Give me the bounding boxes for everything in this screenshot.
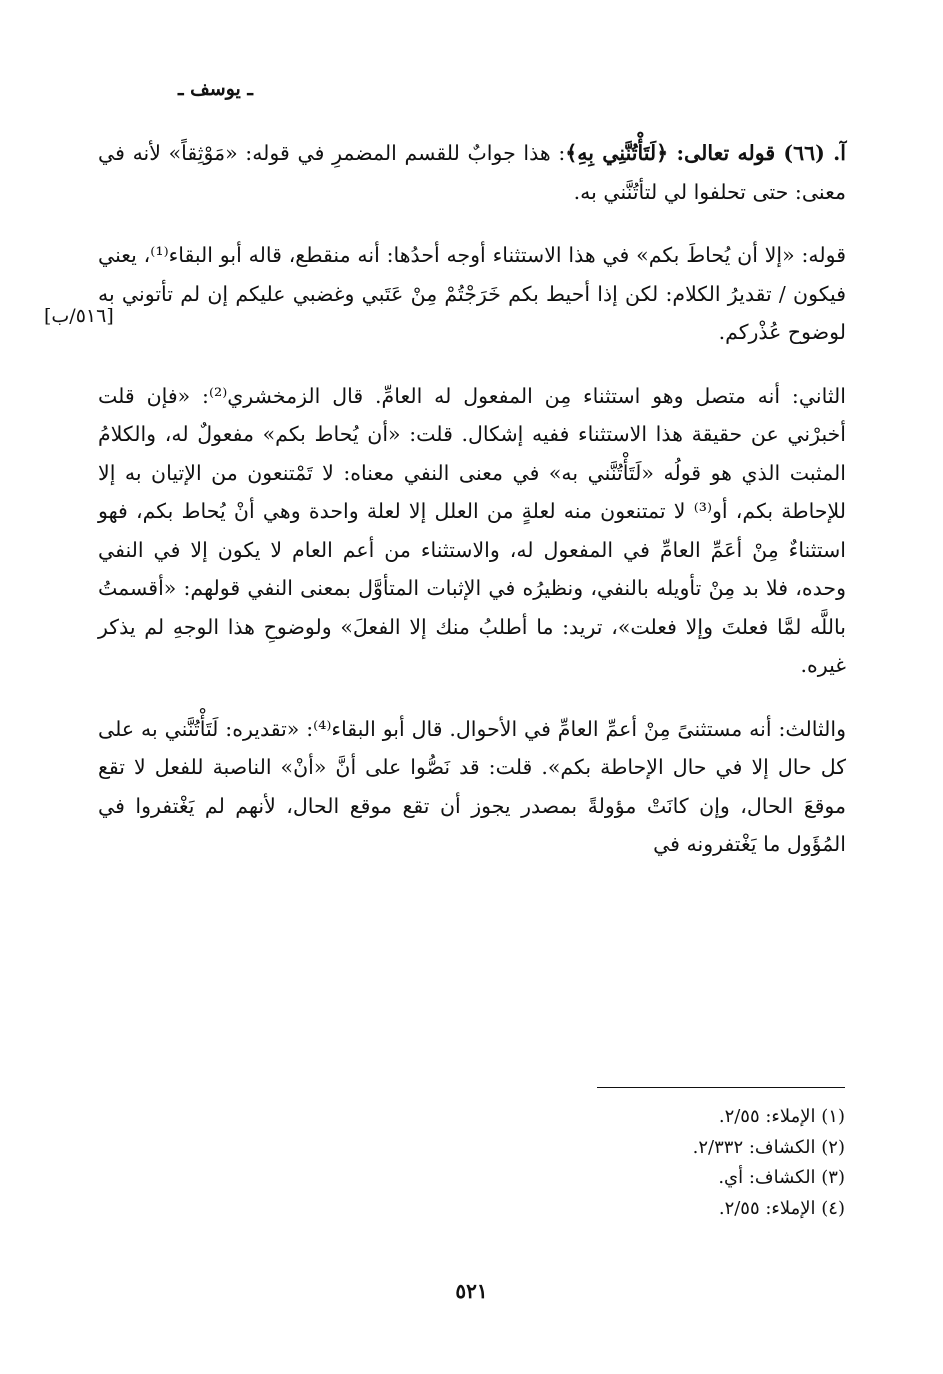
running-header: ـ يوسف ـ bbox=[177, 78, 253, 100]
footnote-separator bbox=[597, 1087, 845, 1088]
paragraph-4: والثالث: أنه مستثنىً مِنْ أعمِّ العامِّ في الأحوال. قال أبو البقاء⁽⁴⁾: «تقديره: لَتَأْتُنَّني به على كل حال إلا في حال الإحاطة بكم». قلت: قد نَصُّوا على أنَّ «أنْ» الناصبة للفعل لا تقع موقعَ الحال، وإن كانَتْ مؤولةً بمصدر يجوز أن تقع موقع الحال، لأنهم لم يَغْتفروا في المُؤَول ما يَغْتفرونه في bbox=[98, 716, 846, 856]
paragraph-2: قوله: «إلا أن يُحاطَ بكم» في هذا الاستثناء أوجه أحدُها: أنه منقطع، قاله أبو البقاء⁽¹⁾، يعني فيكون / تقديرُ الكلام: لكن إذا أحيط بكم خَرَجْتُمْ مِنْ عَتَبي وغضبي عليكم إن لم تأتوني به لوضوح عُذْركم. bbox=[98, 243, 846, 344]
paragraph-1-text: : هذا جوابٌ للقسم المضمرِ في قوله: «مَوْثِقاً» لأنه في معنى: حتى تحلفوا لي لتأتُنَّني به. bbox=[98, 141, 846, 204]
verse-citation: آ. (٦٦) قوله تعالى: ﴿لَتَأْتُنَّنِي بِهِ﴾ bbox=[565, 141, 847, 165]
page-number: ٥٢١ bbox=[455, 1279, 488, 1303]
main-text bbox=[98, 134, 846, 864]
footnote-2: (٢) الكشاف: ٢/٣٣٢. bbox=[692, 1136, 845, 1158]
footnote-3: (٣) الكشاف: أي. bbox=[718, 1167, 845, 1188]
manuscript-folio-reference: [٥١٦/ب] bbox=[44, 305, 114, 327]
footnotes bbox=[445, 1102, 845, 1224]
footnote-1: (١) الإملاء: ٢/٥٥. bbox=[718, 1106, 845, 1127]
paragraph-1 bbox=[98, 134, 846, 211]
paragraph-3: الثاني: أنه متصل وهو استثناء مِن المفعول له العامِّ. قال الزمخشري⁽²⁾: «فإن قلت أخبرْني عن حقيقة هذا الاستثناء ففيه إشكال. قلت: «أن يُحاط بكم» مفعولٌ له، والكلامُ المثبت الذي هو قولُه «لَتَأْتُنَّني به» في معنى النفي معناه: لا تَمْتنعون من الإتيان به إلا للإحاطة بكم، أو⁽³⁾ لا تمتنعون منه لعلةٍ من العلل إلا لعلة واحدة وهي أنْ يُحاط بكم، فهو استثناءٌ مِنْ أعَمِّ العامِّ في المفعول له، والاستثناء من أعم العام لا يكون إلا في النفي وحده، فلا بد مِنْ تأويله بالنفي، ونظيرُه في الإثبات المتأوَّل بمعنى النفي قولهم: «أقسمتُ باللَّه لمَّا فعلتَ وإلا فعلت»، تريد: ما أطلبُ منك إلا الفعلَ» ولوضوحِ هذا الوجهِ لم يذكر غيره. bbox=[98, 383, 846, 677]
footnote-4: (٤) الإملاء: ٢/٥٥. bbox=[718, 1197, 845, 1219]
